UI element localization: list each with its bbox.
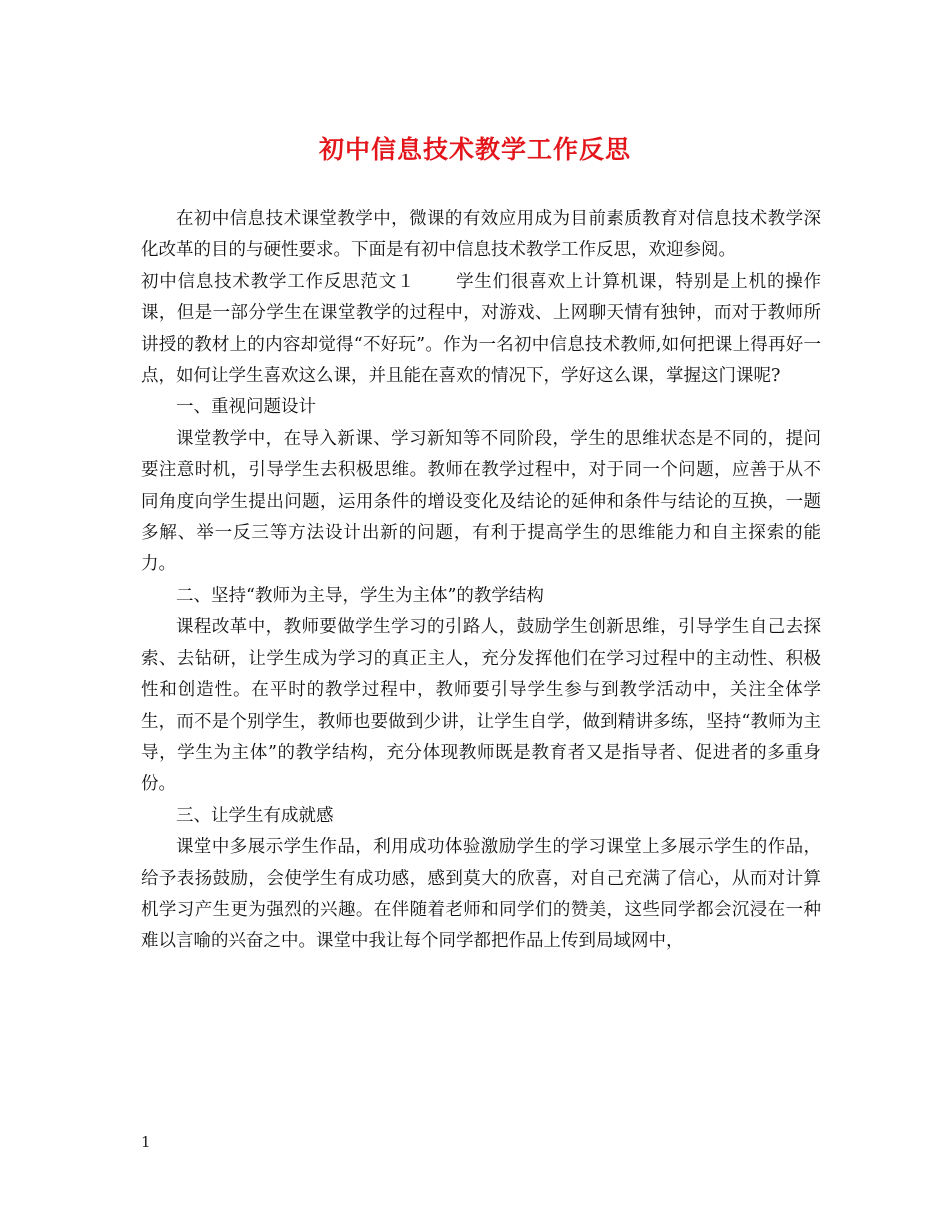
- intro-paragraph: 在初中信息技术课堂教学中，微课的有效应用成为目前素质教育对信息技术教学深化改革的目的与硬性要求。下面是有初中信息技术教学工作反思，欢迎参阅。: [141, 209, 821, 261]
- section-body-3: 课堂中多展示学生作品，利用成功体验激励学生的学习课堂上多展示学生的作品，给予表扬鼓励，会使学生有成功感，感到莫大的欣喜，对自己充满了信心，从而对计算机学习产生更为强烈的兴趣。在伴随着老师和同学们的赞美，这些同学都会沉浸在一种难以言喻的兴奋之中。课堂中我让每个同学都把作品上传到局域网中，: [141, 837, 821, 952]
- sample-text: 学生们很喜欢上计算机课，特别是上机的操作课，但是一部分学生在课堂教学的过程中，对游戏、上网聊天情有独钟，而对于教师所讲授的教材上的内容却觉得“不好玩”。作为一名初中信息技术教师,如何把课上得再好一点，如何让学生喜欢这么课，并且能在喜欢的情况下，学好这么课，掌握这门课呢?: [141, 271, 822, 387]
- sample-label: 初中信息技术教学工作反思范文１: [141, 271, 416, 292]
- document-title: 初中信息技术教学工作反思: [318, 135, 631, 164]
- section-heading-1: 一、重视问题设计: [176, 397, 316, 418]
- sample-paragraph: [141, 267, 821, 393]
- section-body-1: 课堂教学中，在导入新课、学习新知等不同阶段，学生的思维状态是不同的，提问要注意时机，引导学生去积极思维。教师在教学过程中，对于同一个问题，应善于从不同角度向学生提出问题，运用条件的增设变化及结论的延伸和条件与结论的互换，一题多解、举一反三等方法设计出新的问题，有利于提高学生的思维能力和自主探索的能力。: [141, 428, 821, 575]
- section-heading-3: 三、让学生有成就感: [176, 805, 334, 826]
- page-number: 1: [141, 1133, 151, 1151]
- document-body: [141, 204, 821, 958]
- section-body-2: 课程改革中，教师要做学生学习的引路人，鼓励学生创新思维，引导学生自己去探索、去钻研，让学生成为学习的真正主人，充分发挥他们在学习过程中的主动性、积极性和创造性。在平时的教学过程中，教师要引导学生参与到教学活动中，关注全体学生，而不是个别学生，教师也要做到少讲，让学生自学，做到精讲多练，坚持“教师为主导，学生为主体”的教学结构，充分体现教师既是教育者又是指导者、促进者的多重身份。: [141, 617, 821, 795]
- section-heading-2: 二、坚持“教师为主导，学生为主体”的教学结构: [176, 585, 544, 606]
